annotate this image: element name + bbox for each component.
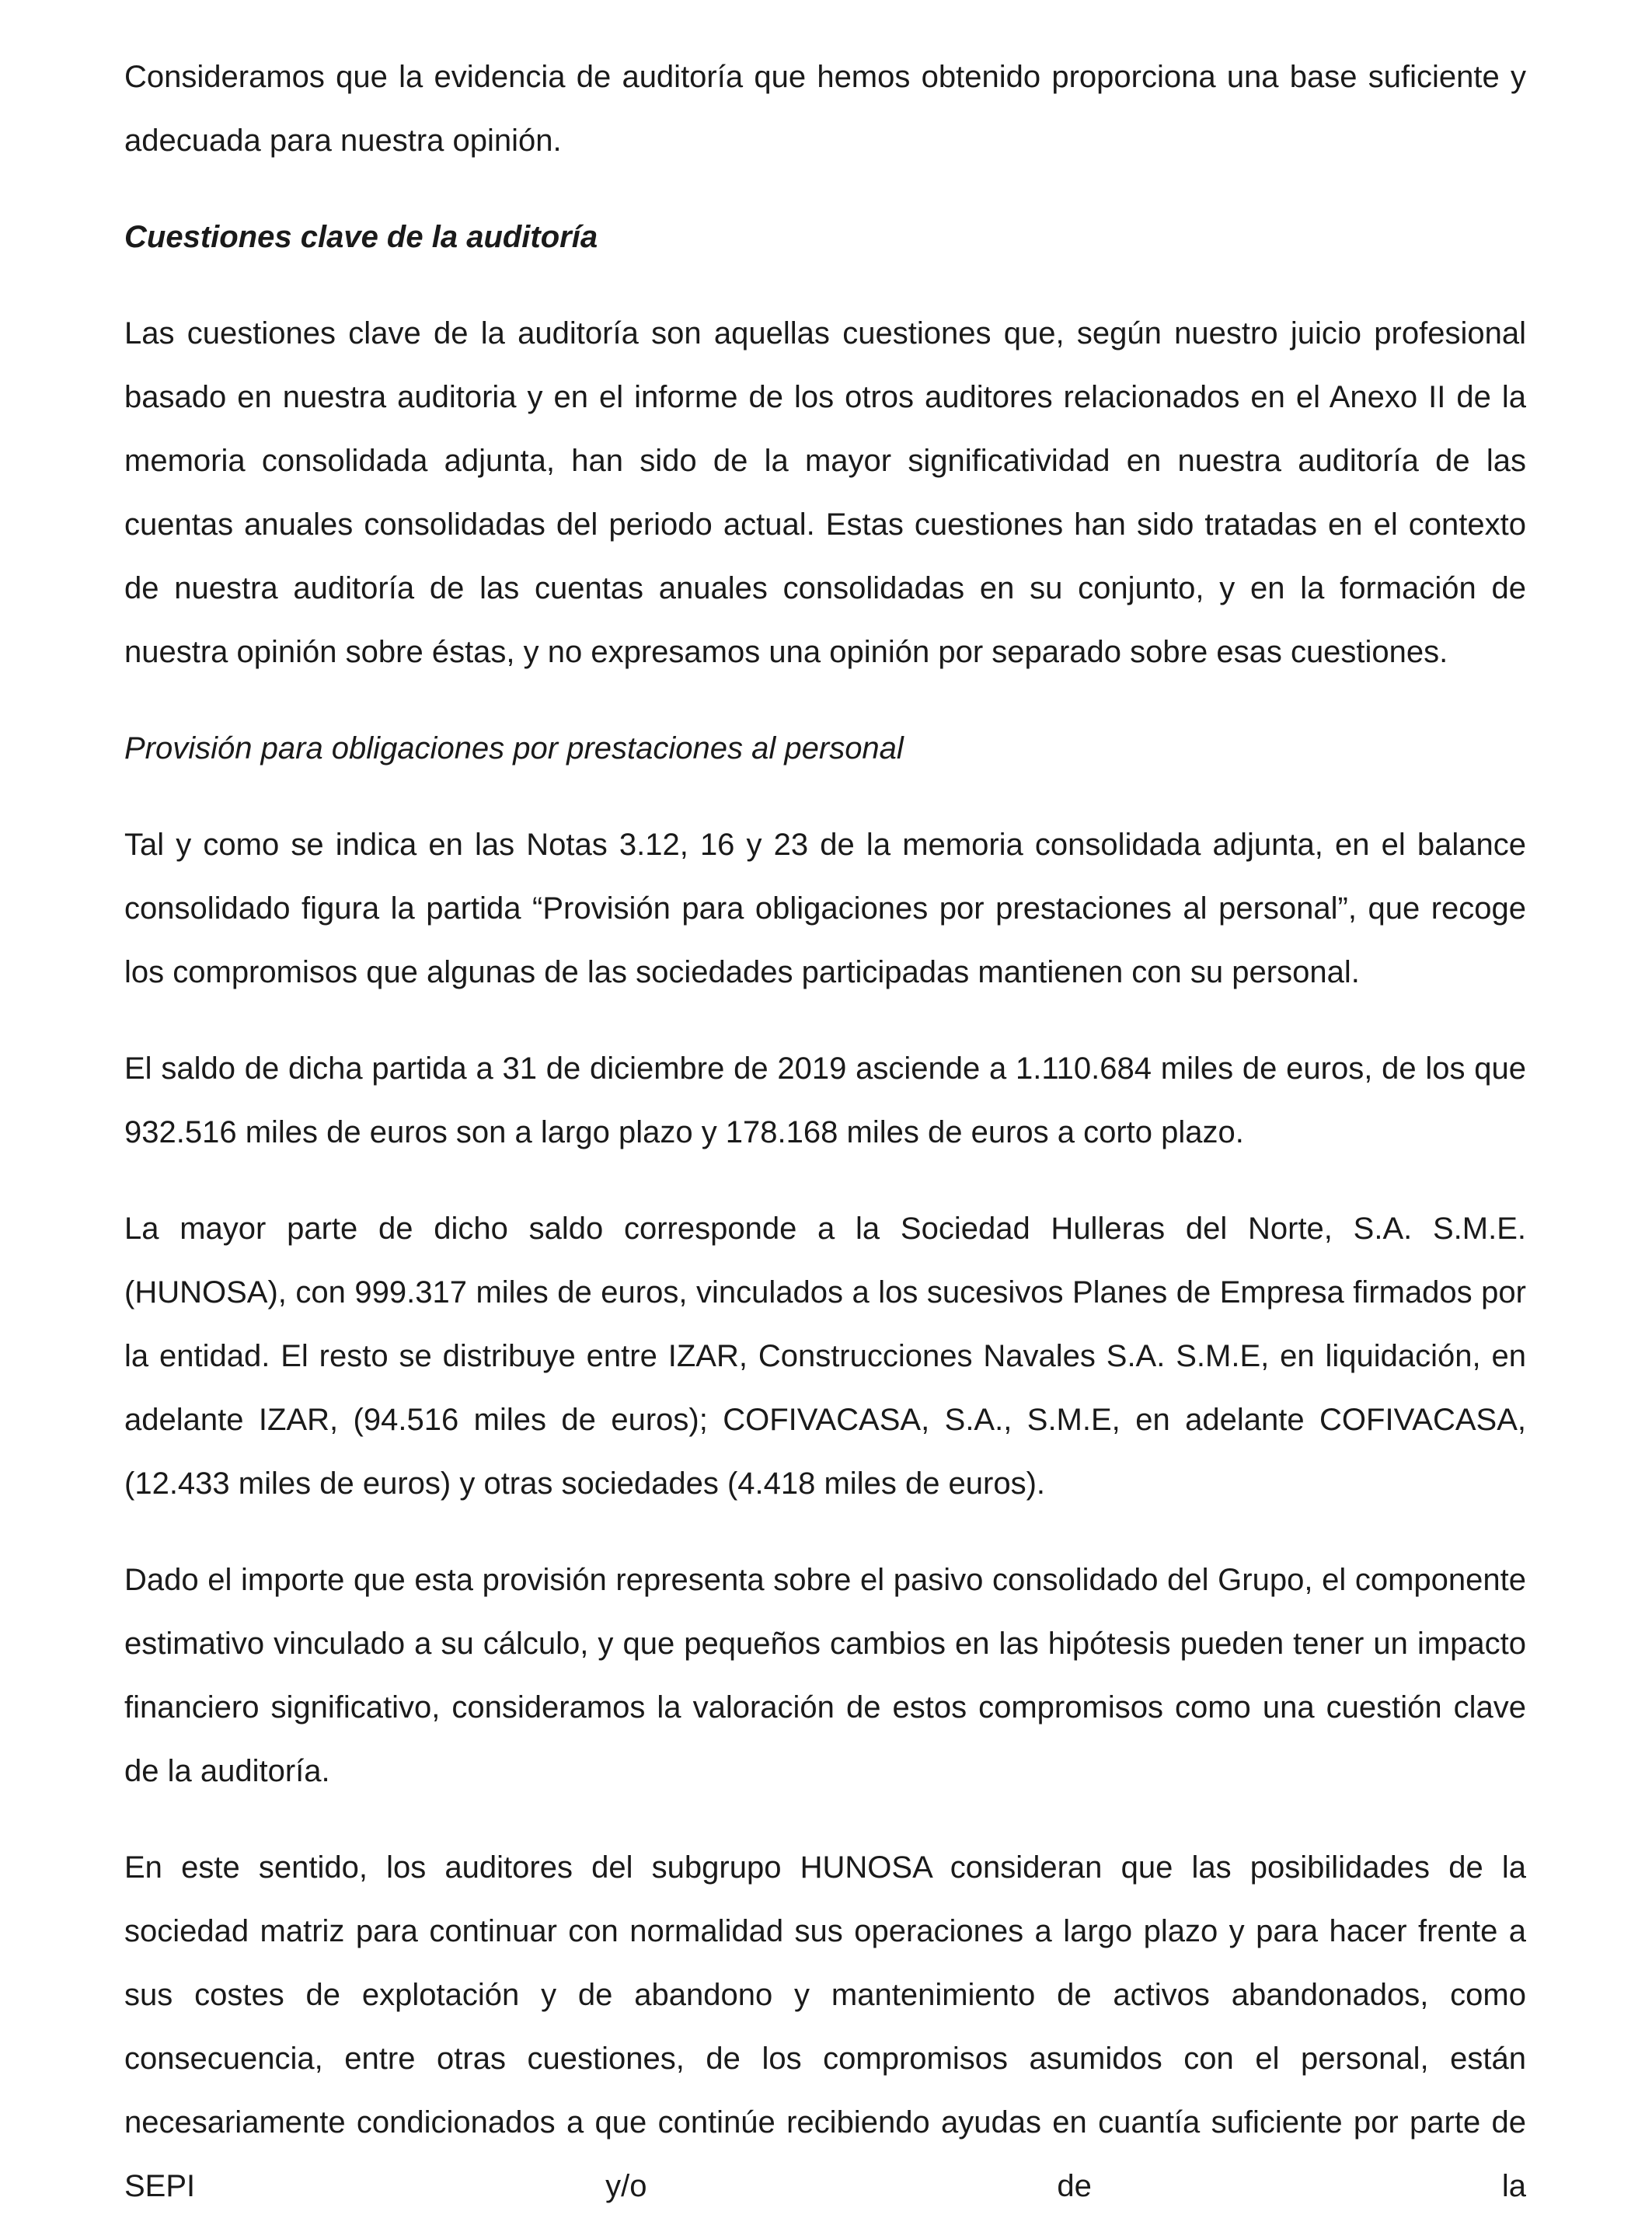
paragraph-key-matter-rationale: Dado el importe que esta provisión representa sobre el pasivo consolidado del Grupo, el componente estimativo vinculado a su cálculo, y que pequeños cambios en las hipótesis pueden tener un impacto financiero significativo, consideramos la valoración de estos compromisos como una cuestión clave de la auditoría. [124, 1563, 1526, 1788]
paragraph-balance-amount: El saldo de dicha partida a 31 de diciembre de 2019 asciende a 1.110.684 miles de euros, de los que 932.516 miles de euros son a largo plazo y 178.168 miles de euros a corto plazo. [124, 1051, 1526, 1149]
heading-employee-benefits-provision: Provisión para obligaciones por prestaciones al personal [124, 731, 904, 765]
heading-key-audit-matters: Cuestiones clave de la auditoría [124, 220, 598, 254]
paragraph-key-audit-matters: Las cuestiones clave de la auditoría son aquellas cuestiones que, según nuestro juicio profesional basado en nuestra auditoria y en el informe de los otros auditores relacionados en el Anexo II de la memoria consolidada adjunta, han sido de la mayor significatividad en nuestra auditoría de las cuentas anuales consolidadas del periodo actual. Estas cuestiones han sido tratadas en el contexto de nuestra auditoría de las cuentas anuales consolidadas en su conjunto, y en la formación de nuestra opinión sobre éstas, y no expresamos una opinión por separado sobre esas cuestiones. [124, 316, 1526, 669]
paragraph-audit-evidence: Consideramos que la evidencia de auditoría que hemos obtenido proporciona una base suficiente y adecuada para nuestra opinión. [124, 60, 1526, 158]
document-page [124, 45, 1526, 2218]
paragraph-hunosa-auditors: En este sentido, los auditores del subgrupo HUNOSA consideran que las posibilidades de la sociedad matriz para continuar con normalidad sus operaciones a largo plazo y para hacer frente a sus costes de explotación y de abandono y mantenimiento de activos abandonados, como consecuencia, entre otras cuestiones, de los compromisos asumidos con el personal, están necesariamente condicionados a que continúe recibiendo ayudas en cuantía suficiente por parte de SEPI y/o de la [124, 1850, 1526, 2203]
paragraph-hunosa-breakdown: La mayor parte de dicho saldo corresponde a la Sociedad Hulleras del Norte, S.A. S.M.E. (HUNOSA), con 999.317 miles de euros, vinculados a los sucesivos Planes de Empresa firmados por la entidad. El resto se distribuye entre IZAR, Construcciones Navales S.A. S.M.E, en liquidación, en adelante IZAR, (94.516 miles de euros); COFIVACASA, S.A., S.M.E, en adelante COFIVACASA, (12.433 miles de euros) y otras sociedades (4.418 miles de euros). [124, 1212, 1526, 1501]
paragraph-notes-reference: Tal y como se indica en las Notas 3.12, 16 y 23 de la memoria consolidada adjunta, en el balance consolidado figura la partida “Provisión para obligaciones por prestaciones al personal”, que recoge los compromisos que algunas de las sociedades participadas mantienen con su personal. [124, 828, 1526, 989]
